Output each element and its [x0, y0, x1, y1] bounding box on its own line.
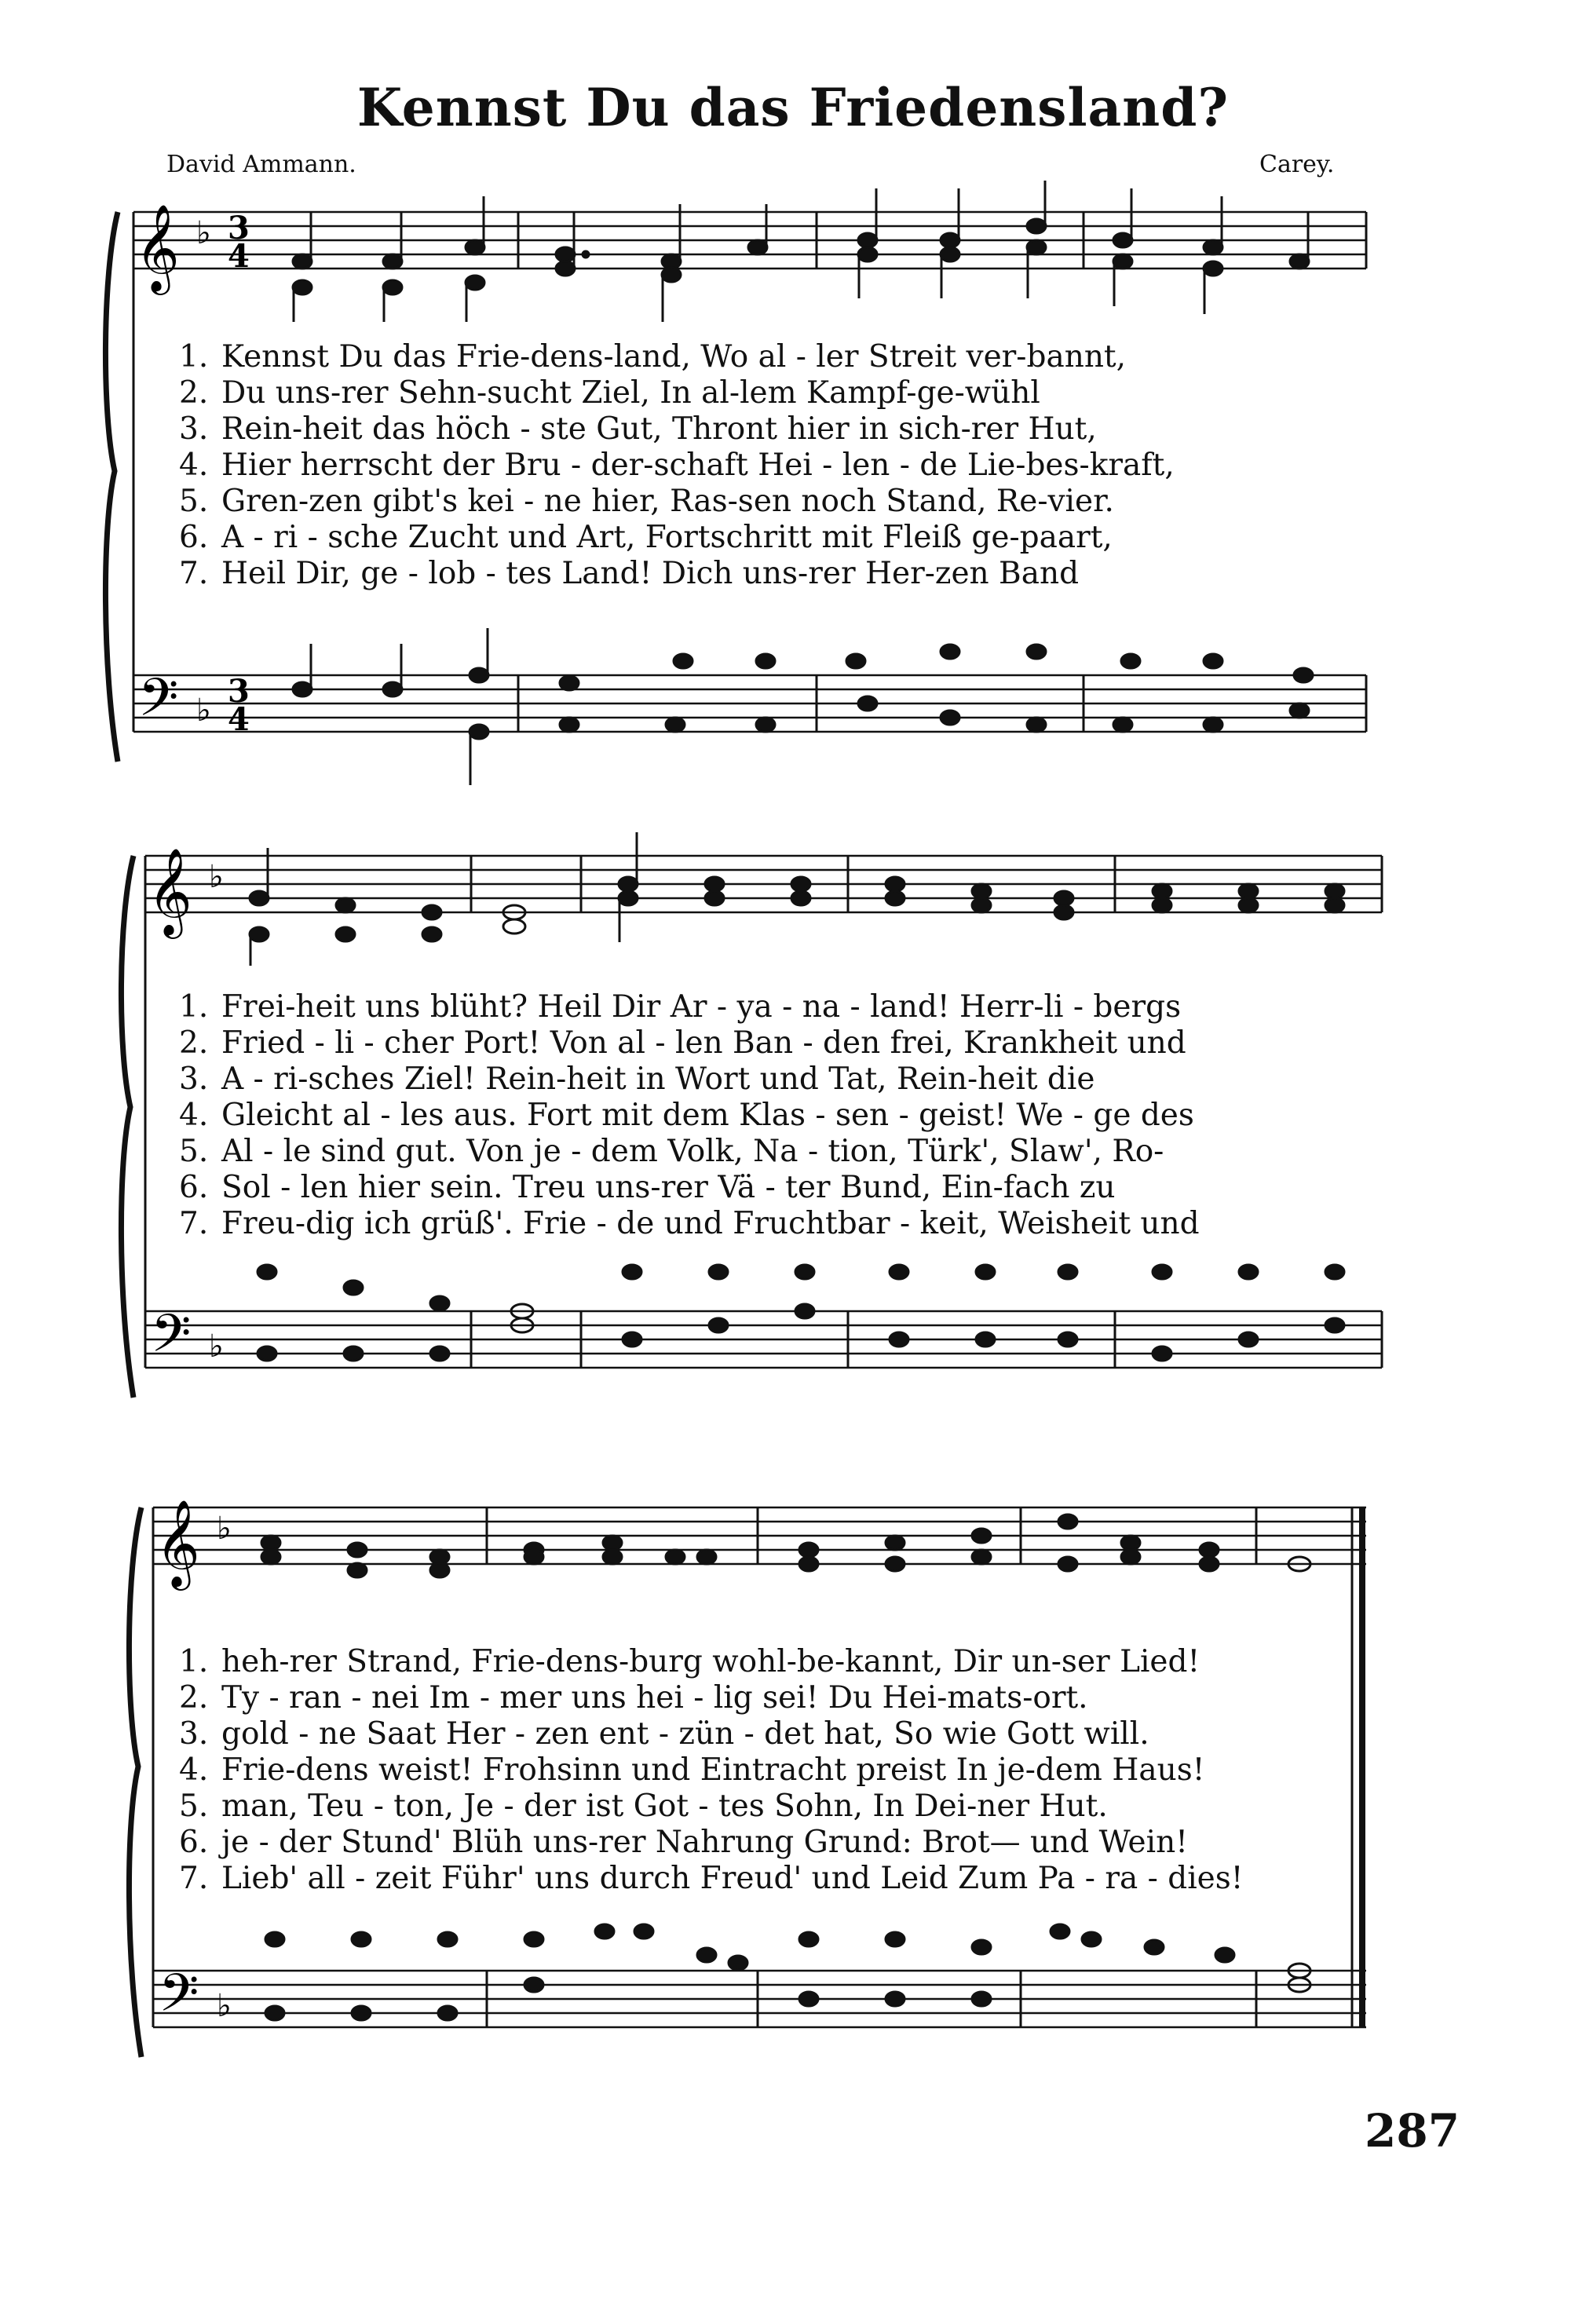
- bass-staff-1: [133, 675, 1366, 732]
- verse-line: 2. Du uns-rer Sehn-sucht Ziel, In al-lem Kampf-ge-wühl: [179, 375, 1040, 411]
- verse-line: 6. je - der Stund' Blüh uns-rer Nahrung Grund: Brot— und Wein!: [179, 1825, 1188, 1860]
- verse-line: 2. Fried - li - cher Port! Von al - len Ban - den frei, Krankheit und: [179, 1025, 1186, 1061]
- bass-clef-icon: 𝄢: [138, 667, 179, 740]
- treble-clef-icon: 𝄞: [155, 1499, 200, 1587]
- bass-staff-2: [145, 1311, 1382, 1368]
- bass-clef-icon: 𝄢: [151, 1303, 192, 1376]
- verse-line: 5. man, Teu - ton, Je - der ist Got - tes Sohn, In Dei-ner Hut.: [179, 1789, 1108, 1824]
- verse-line: 3. A - ri-sches Ziel! Rein-heit in Wort und Tat, Rein-heit die: [179, 1062, 1095, 1097]
- treble-notes-1: [293, 181, 1309, 322]
- verse-line: 4. Gleicht al - les aus. Fort mit dem Klas - sen - geist! We - ge des: [179, 1098, 1194, 1133]
- verse-line: 1. Frei-heit uns blüht? Heil Dir Ar - ya - na - land! Herr-li - bergs: [179, 989, 1182, 1025]
- verse-line: 7. Lieb' all - zeit Führ' uns durch Freud' und Leid Zum Pa - ra - dies!: [179, 1861, 1244, 1896]
- verse-line: 7. Heil Dir, ge - lob - tes Land! Dich uns-rer Her-zen Band: [179, 556, 1080, 591]
- key-flat-icon: ♭: [209, 859, 224, 895]
- hymn-title: Kennst Du das Friedensland?: [356, 77, 1230, 138]
- key-flat-icon: ♭: [217, 1988, 232, 2024]
- treble-staff-1: [133, 212, 1366, 269]
- verse-line: 7. Freu-dig ich grüß'. Frie - de und Fruchtbar - keit, Weisheit und: [179, 1206, 1200, 1241]
- bass-staff-3: [153, 1971, 1366, 2027]
- verse-line: 4. Hier herrscht der Bru - der-schaft Hei - len - de Lie-bes-kraft,: [179, 448, 1175, 483]
- treble-staff-3: [153, 1507, 1366, 1564]
- verse-line: 5. Al - le sind gut. Von je - dem Volk, Na - tion, Türk', Slaw', Ro-: [179, 1134, 1164, 1169]
- time-signature-top: 3: [228, 210, 250, 247]
- verse-line: 6. Sol - len hier sein. Treu uns-rer Vä - ter Bund, Ein-fach zu: [179, 1170, 1116, 1205]
- verse-line: 1. heh-rer Strand, Frie-dens-burg wohl-be-kannt, Dir un-ser Lied!: [179, 1644, 1200, 1679]
- treble-staff-2: [145, 856, 1382, 912]
- bass-notes-2: [258, 1265, 1344, 1361]
- treble-clef-icon: 𝄞: [135, 203, 180, 291]
- treble-notes-3: [261, 1515, 1310, 1577]
- key-flat-icon: ♭: [196, 692, 211, 729]
- bass-notes-1: [293, 628, 1313, 785]
- verse-line: 6. A - ri - sche Zucht und Art, Fortschritt mit Fleiß ge-paart,: [179, 520, 1113, 555]
- key-flat-icon: ♭: [217, 1511, 232, 1547]
- time-signature-top: 3: [228, 673, 250, 710]
- time-signature-bottom: 4: [228, 238, 250, 275]
- lyricist-credit: David Ammann.: [166, 151, 356, 178]
- bass-notes-3: [265, 1924, 1310, 2020]
- bass-clef-icon: 𝄢: [159, 1963, 199, 2036]
- verse-line: 2. Ty - ran - nei Im - mer uns hei - lig sei! Du Hei-mats-ort.: [179, 1680, 1088, 1716]
- verse-line: 3. Rein-heit das höch - ste Gut, Thront hier in sich-rer Hut,: [179, 411, 1097, 447]
- page-number: 287: [1365, 2104, 1460, 2158]
- composer-credit: Carey.: [1259, 151, 1335, 178]
- key-flat-icon: ♭: [209, 1328, 224, 1365]
- treble-clef-icon: 𝄞: [148, 847, 192, 935]
- key-flat-icon: ♭: [196, 215, 211, 251]
- verse-line: 1. Kennst Du das Frie-dens-land, Wo al - ler Streit ver-bannt,: [179, 339, 1127, 375]
- time-signature-bottom: 4: [228, 701, 250, 738]
- verse-line: 4. Frie-dens weist! Frohsinn und Eintracht preist In je-dem Haus!: [179, 1752, 1205, 1788]
- verse-line: 3. gold - ne Saat Her - zen ent - zün - det hat, So wie Gott will.: [179, 1716, 1149, 1752]
- verse-line: 5. Gren-zen gibt's kei - ne hier, Ras-sen noch Stand, Re-vier.: [179, 484, 1114, 519]
